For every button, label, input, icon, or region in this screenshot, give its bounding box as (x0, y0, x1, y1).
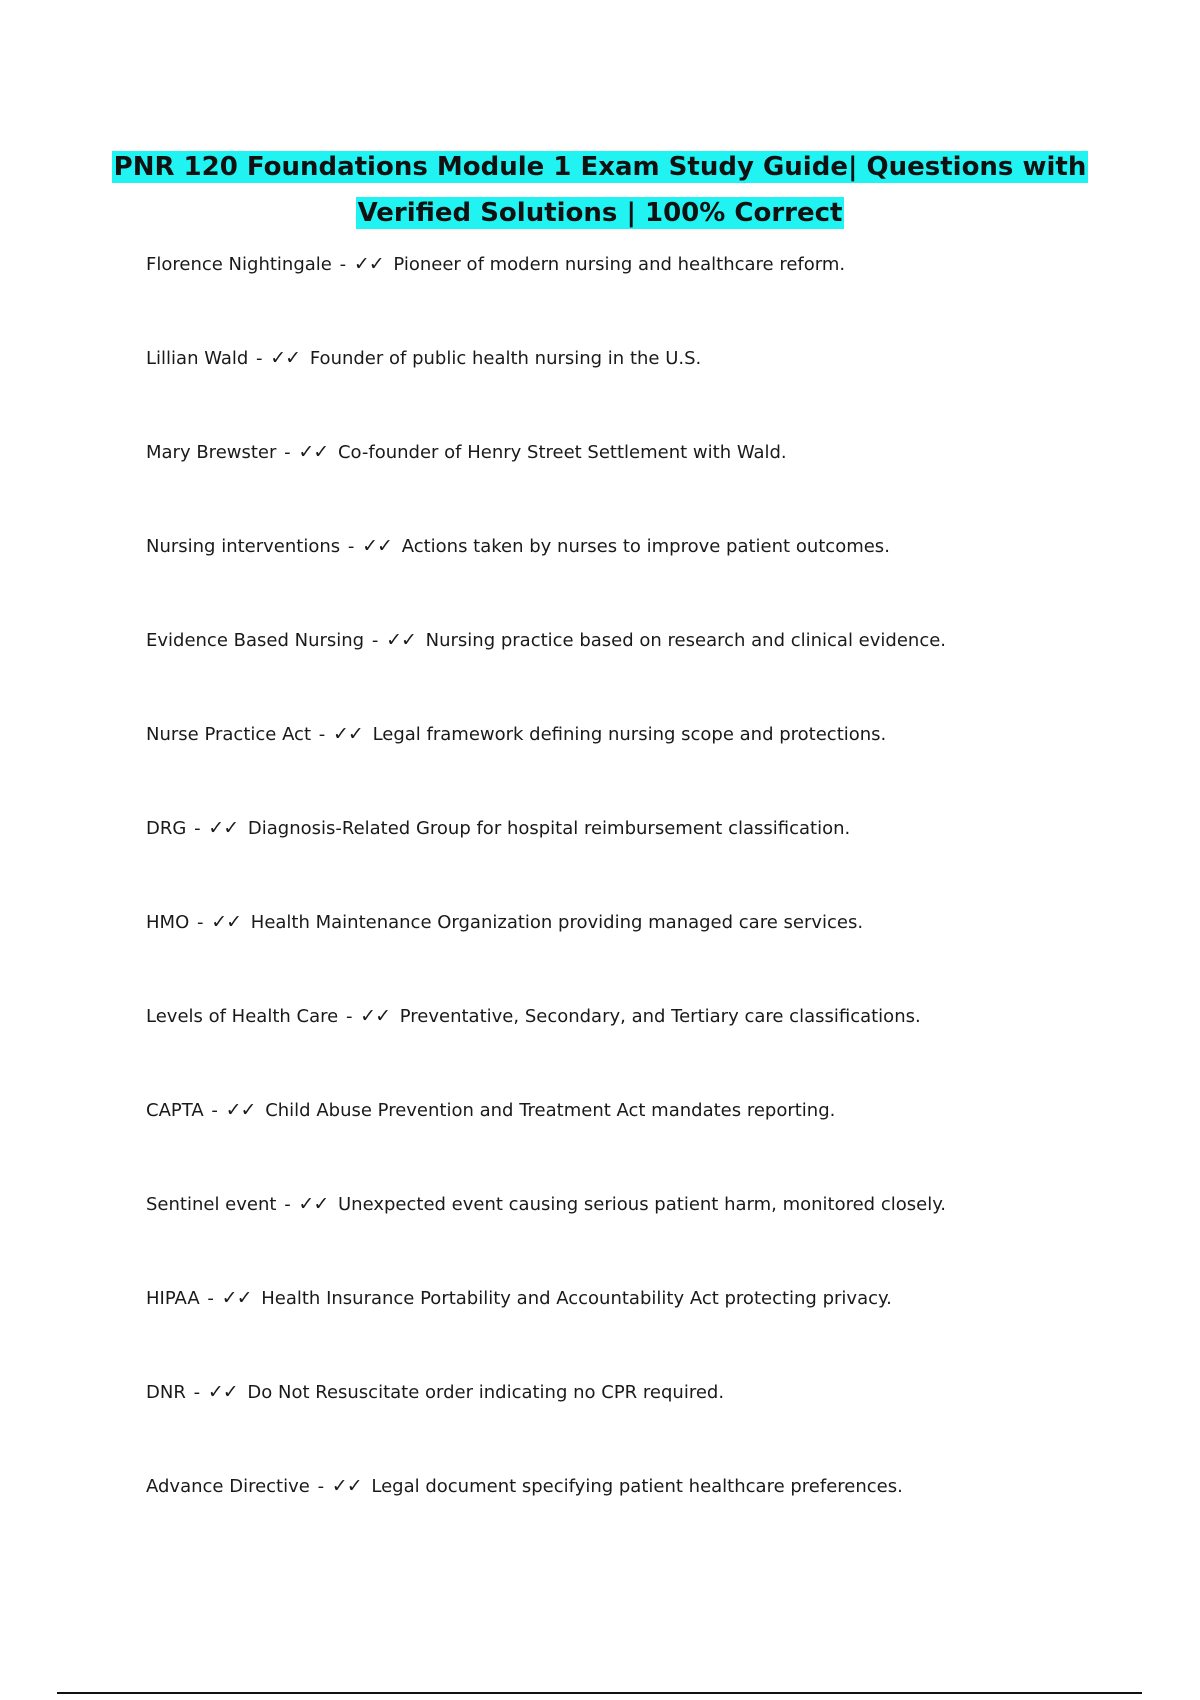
separator: - (196, 912, 204, 933)
separator: - (318, 724, 326, 745)
double-check-icon: ✓✓ (360, 1005, 391, 1027)
definition: Child Abuse Prevention and Treatment Act mandates reporting. (265, 1100, 836, 1121)
separator: - (284, 442, 291, 463)
term-entry (146, 814, 1126, 908)
definition: Legal framework defining nursing scope and protections. (372, 724, 887, 745)
separator: - (211, 1100, 218, 1121)
double-check-icon: ✓✓ (225, 1099, 256, 1121)
double-check-icon: ✓✓ (386, 629, 416, 651)
term-entry (146, 344, 1126, 438)
term-entry (146, 1190, 1126, 1284)
separator: - (345, 1006, 353, 1027)
term: Mary Brewster (146, 442, 277, 463)
double-check-icon: ✓✓ (332, 723, 363, 745)
double-check-icon: ✓✓ (298, 441, 329, 463)
term: Nurse Practice Act (146, 724, 312, 745)
definition: Founder of public health nursing in the U.S. (309, 348, 702, 369)
term: Nursing interventions (146, 536, 341, 557)
title-line-2 (100, 192, 1100, 238)
definition: Health Insurance Portability and Accountability Act protecting privacy. (261, 1288, 892, 1309)
definition: Actions taken by nurses to improve patient outcomes. (401, 536, 890, 557)
double-check-icon: ✓✓ (207, 1381, 238, 1403)
term: Sentinel event (146, 1194, 277, 1215)
term-entry (146, 250, 1126, 344)
separator: - (193, 1382, 201, 1403)
double-check-icon: ✓✓ (221, 1287, 252, 1309)
document-title (100, 146, 1100, 238)
definition: Pioneer of modern nursing and healthcare reform. (393, 254, 846, 275)
double-check-icon: ✓✓ (270, 347, 301, 369)
double-check-icon: ✓✓ (331, 1475, 362, 1497)
term: DNR (146, 1382, 186, 1403)
term: Advance Directive (146, 1476, 310, 1497)
term-entry (146, 532, 1126, 626)
definition: Unexpected event causing serious patient harm, monitored closely. (338, 1194, 947, 1215)
term: Evidence Based Nursing (146, 630, 365, 651)
definition: Co-founder of Henry Street Settlement with Wald. (337, 442, 787, 463)
double-check-icon: ✓✓ (362, 535, 392, 557)
term-entry (146, 626, 1126, 720)
term-entry (146, 438, 1126, 532)
definition: Do Not Resuscitate order indicating no CPR required. (247, 1382, 725, 1403)
term-list (146, 250, 1126, 1566)
term-entry (146, 908, 1126, 1002)
term-entry (146, 1378, 1126, 1472)
term: HIPAA (146, 1288, 200, 1309)
separator: - (317, 1476, 325, 1497)
separator: - (284, 1194, 291, 1215)
term: Lillian Wald (146, 348, 249, 369)
separator: - (194, 818, 201, 839)
footer-rule (57, 1692, 1142, 1694)
definition: Diagnosis-Related Group for hospital reimbursement classification. (247, 818, 851, 839)
separator: - (256, 348, 263, 369)
term-entry (146, 1284, 1126, 1378)
separator: - (371, 630, 379, 651)
separator: - (207, 1288, 214, 1309)
title-line-1-text: PNR 120 Foundations Module 1 Exam Study Guide| Questions with (113, 152, 1087, 182)
term-entry (146, 1096, 1126, 1190)
double-check-icon: ✓✓ (211, 911, 242, 933)
double-check-icon: ✓✓ (353, 253, 384, 275)
term: CAPTA (146, 1100, 204, 1121)
separator: - (339, 254, 347, 275)
definition: Nursing practice based on research and clinical evidence. (425, 630, 947, 651)
term: DRG (146, 818, 187, 839)
title-line-2-text: Verified Solutions | 100% Correct (357, 198, 843, 228)
definition: Health Maintenance Organization providing managed care services. (250, 912, 864, 933)
term: HMO (146, 912, 190, 933)
definition: Legal document specifying patient healthcare preferences. (371, 1476, 903, 1497)
double-check-icon: ✓✓ (298, 1193, 329, 1215)
term-entry (146, 1002, 1126, 1096)
double-check-icon: ✓✓ (208, 817, 239, 839)
separator: - (347, 536, 355, 557)
title-line-1 (100, 146, 1100, 192)
definition: Preventative, Secondary, and Tertiary care classifications. (399, 1006, 921, 1027)
term: Levels of Health Care (146, 1006, 339, 1027)
term-entry (146, 1472, 1126, 1566)
term: Florence Nightingale (146, 254, 332, 275)
term-entry (146, 720, 1126, 814)
